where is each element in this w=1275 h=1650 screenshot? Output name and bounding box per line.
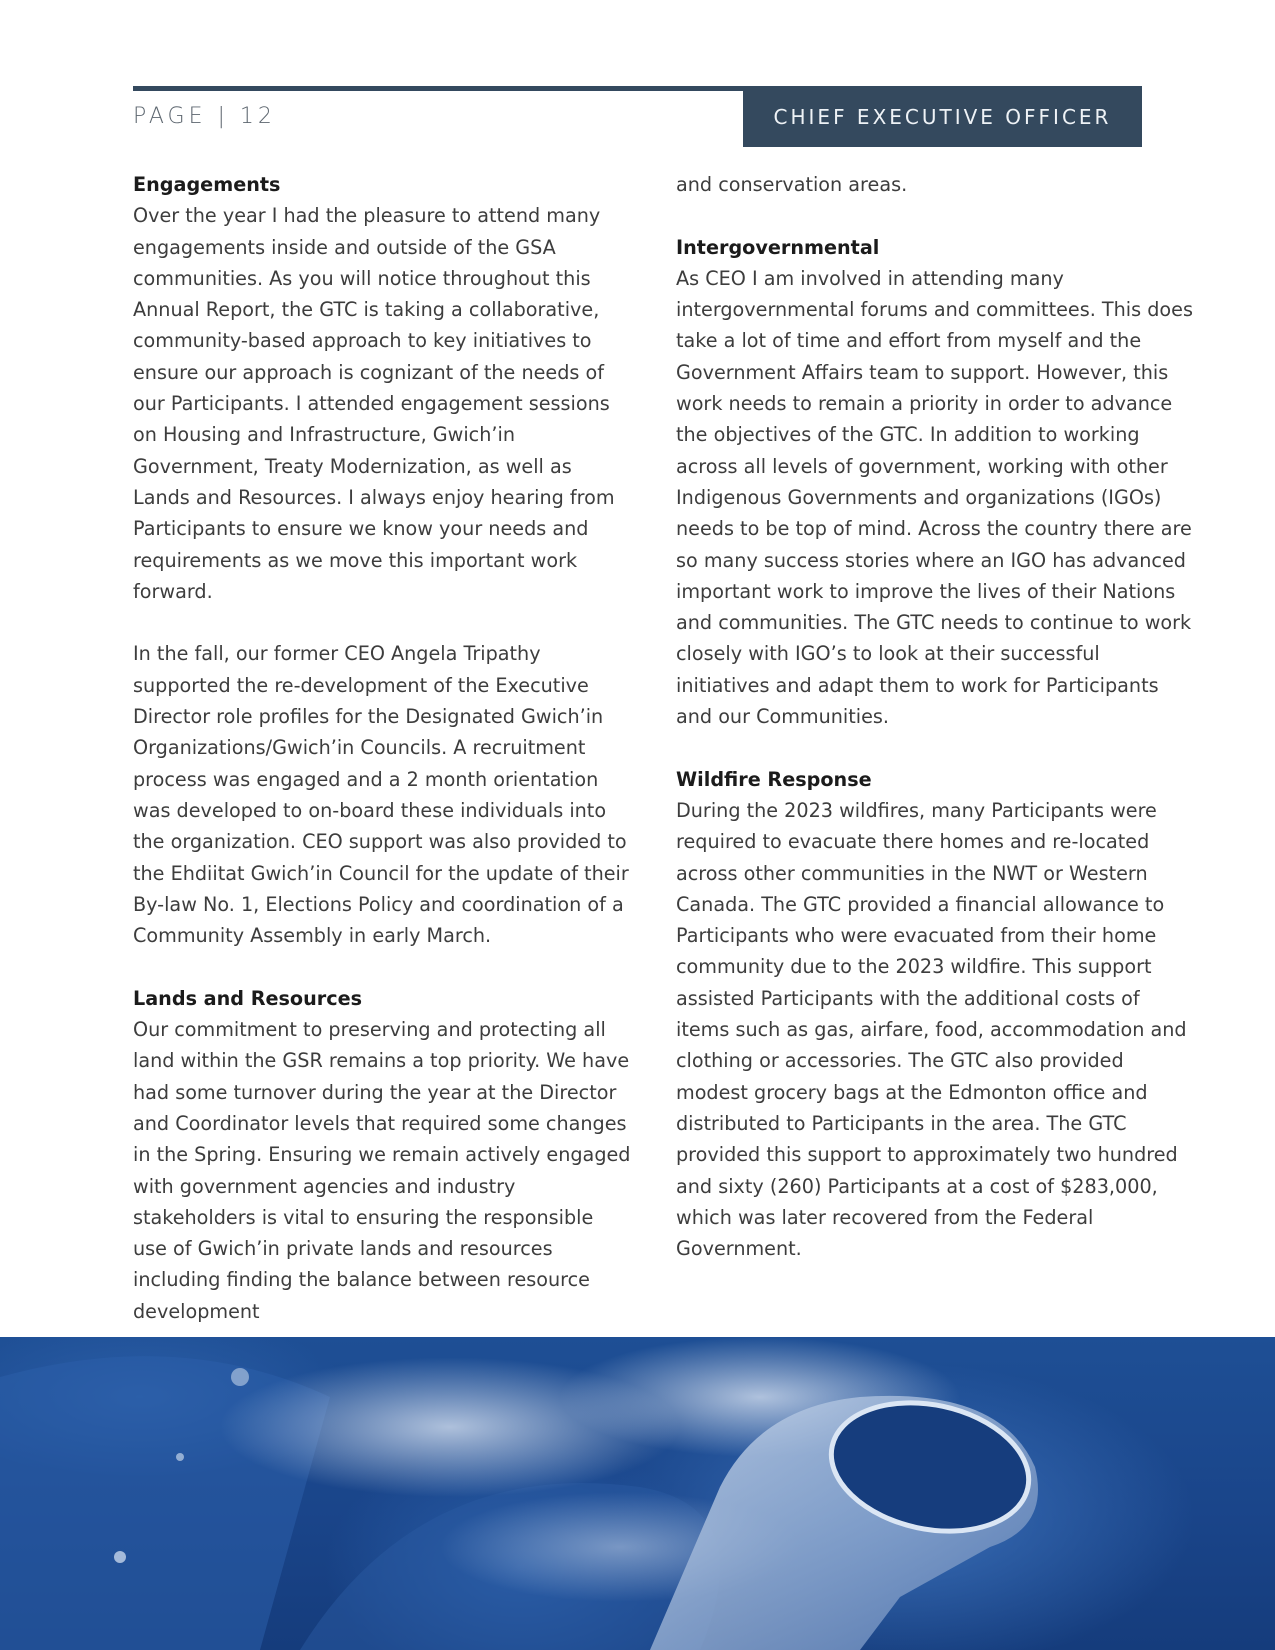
section-title: CHIEF EXECUTIVE OFFICER bbox=[743, 86, 1142, 147]
lands-continued-text: and conservation areas. bbox=[676, 173, 908, 196]
left-column bbox=[133, 169, 633, 1327]
header-rule bbox=[133, 86, 743, 91]
wildfire-heading: Wildfire Response bbox=[676, 767, 872, 791]
lands-paragraph: Our commitment to preserving and protecting all land within the GSR remains a top priority. We have had some turnover during the year at the Director and Coordinator levels that required some changes in the Spring. Ensuring we remain actively engaged with government agencies and industry stakeholders is vital to ensuring the responsible use of Gwich’in private lands and resources including finding the balance between resource development bbox=[133, 1018, 631, 1323]
right-column bbox=[676, 169, 1196, 1264]
frost-speck bbox=[176, 1453, 184, 1461]
wildfire-paragraph: During the 2023 wildfires, many Participants were required to evacuate there homes and re-located across other communities in the NWT or Western Canada. The GTC provided a financial allowance to Participants who were evacuated from their home community due to the 2023 wildfire. This support assisted Participants with the additional costs of items such as gas, airfare, food, accommodation and clothing or accessories. The GTC also provided modest grocery bags at the Edmonton office and distributed to Participants in the area. The GTC provided this support to approximately two hundred and sixty (260) Participants at a cost of $283,000, which was later recovered from the Federal Government. bbox=[676, 798, 1187, 1261]
lands-heading: Lands and Resources bbox=[133, 986, 363, 1010]
frozen-pipe-photo bbox=[0, 1337, 1275, 1650]
intergovernmental-heading: Intergovernmental bbox=[676, 235, 880, 259]
frost-speck bbox=[114, 1551, 126, 1563]
engagements-heading: Engagements bbox=[133, 173, 281, 196]
frost-speck bbox=[231, 1368, 249, 1386]
page-number: PAGE | 12 bbox=[133, 104, 276, 129]
engagements-paragraph-1: Over the year I had the pleasure to attend many engagements inside and outside of the GSA communities. As you will notice throughout this Annual Report, the GTC is taking a collaborative, community-based approach to key initiatives to ensure our approach is cognizant of the needs of our Participants. I attended engagement sessions on Housing and Infrastructure, Gwich’in Government, Treaty Modernization, as well as Lands and Resources. I always enjoy hearing from Participants to ensure we know your needs and requirements as we move this important work forward. bbox=[133, 204, 615, 603]
engagements-paragraph-2: In the fall, our former CEO Angela Tripathy supported the re-development of the Executive Director role profiles for the Designated Gwich’in Organizations/Gwich’in Councils. A recruitment process was engaged and a 2 month orientation was developed to on-board these individuals into the organization. CEO support was also provided to the Ehdiitat Gwich’in Council for the update of their By-law No. 1, Elections Policy and coordination of a Community Assembly in early March. bbox=[133, 642, 629, 948]
intergovernmental-paragraph: As CEO I am involved in attending many intergovernmental forums and committees. This does take a lot of time and effort from myself and the Government Affairs team to support. However, this work needs to remain a priority in order to advance the objectives of the GTC. In addition to working across all levels of government, working with other Indigenous Governments and organizations (IGOs) needs to be top of mind. Across the country there are so many success stories where an IGO has advanced important work to improve the lives of their Nations and communities. The GTC needs to continue to work closely with IGO’s to look at their successful initiatives and adapt them to work for Participants and our Communities. bbox=[676, 266, 1193, 729]
photo-illustration bbox=[0, 1337, 1275, 1650]
